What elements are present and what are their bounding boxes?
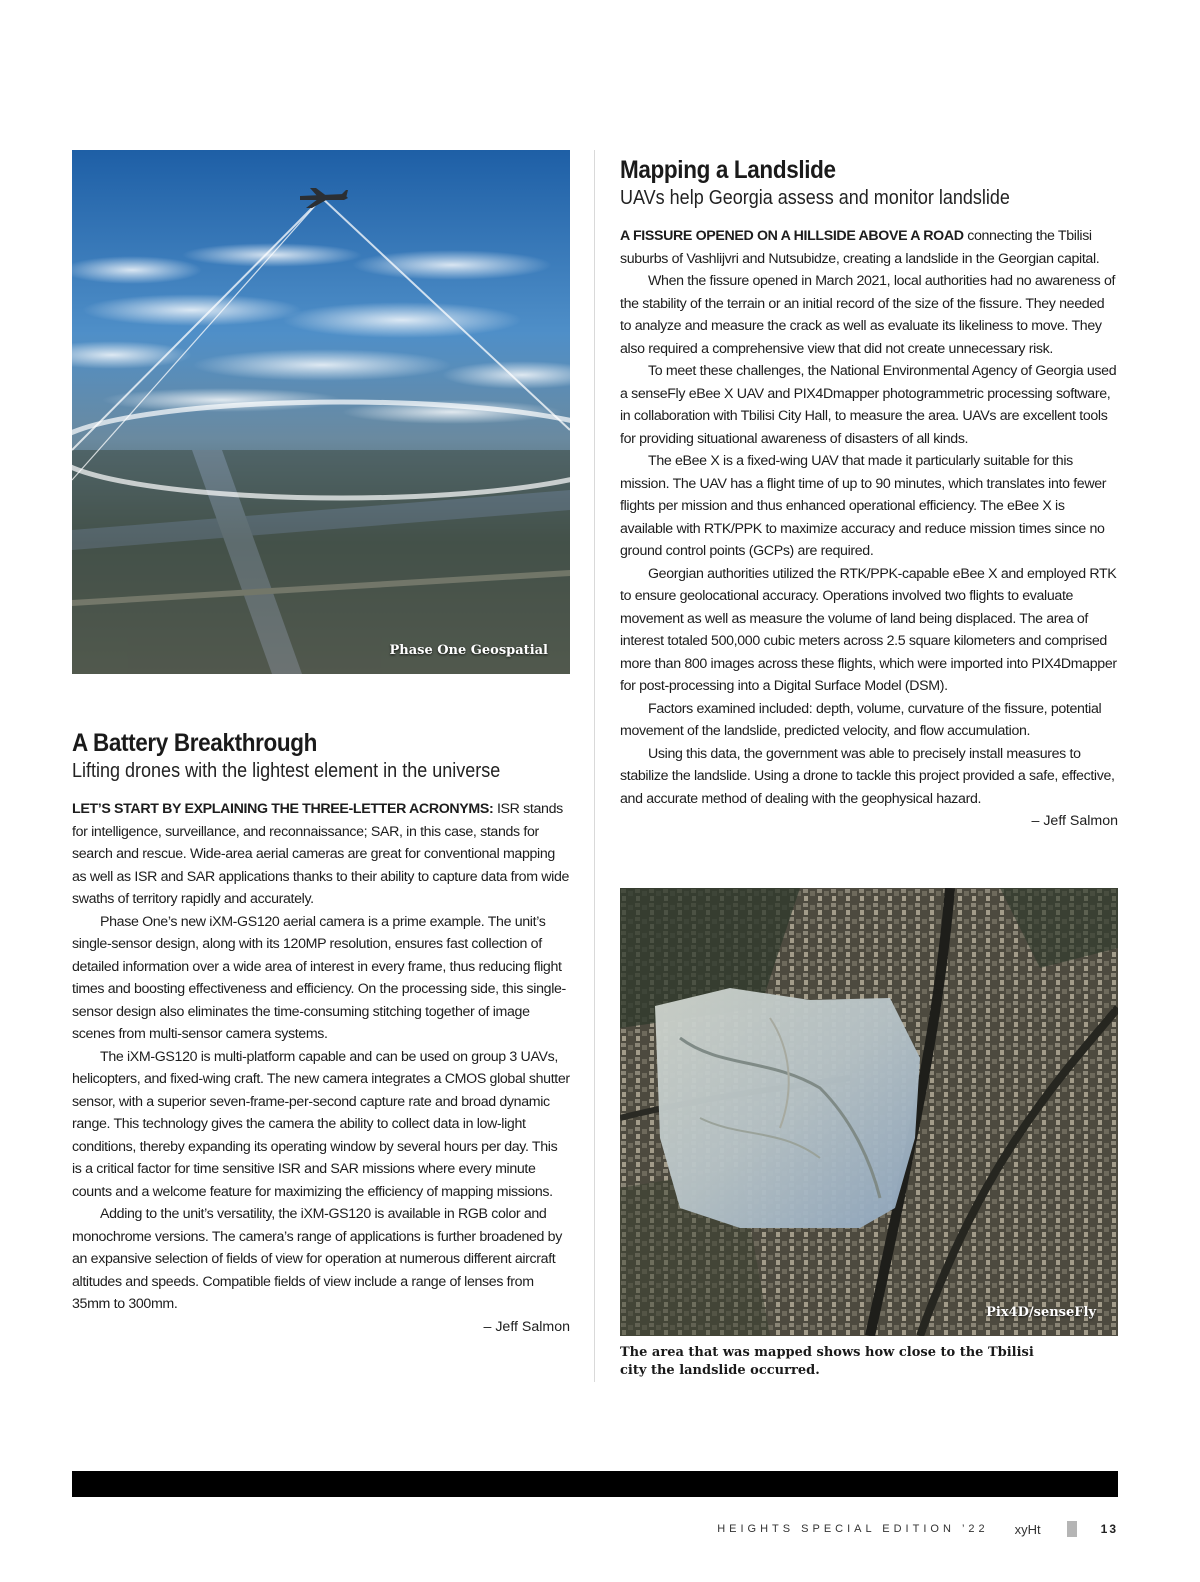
footer-bar: [72, 1471, 1118, 1497]
page-footer: [717, 1521, 1118, 1537]
paragraph: The eBee X is a fixed-wing UAV that made it particularly suitable for this mission. The UAV has a flight time of up to 90 minutes, which translates into fewer flights per mission and thus enhanced operational efficiency. The eBee X is available with RTK/PPK to maximize accuracy and reduce mission times since no ground control points (GCPs) are required.: [620, 453, 1107, 559]
paragraph: Georgian authorities utilized the RTK/PPK-capable eBee X and employed RTK to ensure geolocational accuracy. Operations involved two flights to evaluate movement as well as measure the volume of land being displaced. The area of interest totaled 500,000 cubic meters across 2.5 square kilometers and comprised more than 800 images across these flights, which were imported into PIX4Dmapper for post-processing into a Digital Surface Model (DSM).: [620, 565, 1117, 694]
column-divider: [594, 150, 595, 1382]
drone-aerial-photo: [72, 150, 570, 674]
paragraph: To meet these challenges, the National Environmental Agency of Georgia used a senseFly eBee X UAV and PIX4Dmapper photogrammetric processing software, in collaboration with Tbilisi City Hall, to measure the area. UAVs are excellent tools for providing situational awareness of disasters of all kinds.: [620, 363, 1117, 447]
subheadline: Lifting drones with the lightest element in the universe: [72, 760, 501, 782]
brand-logo: xyHt: [1014, 1521, 1041, 1537]
paragraph: Using this data, the government was able to precisely install measures to stabilize the landslide. Using a drone to tackle this project provided a safe, effective, and accurate method of dealing with the geophysical hazard.: [620, 745, 1115, 807]
page-number: 13: [1100, 1522, 1118, 1536]
paragraph: The iXM-GS120 is multi-platform capable and can be used on group 3 UAVs, helicopters, and fixed-wing craft. The new camera integrates a CMOS global shutter sensor, with a superior seven-frame-per-second capture rate and broad dynamic range. This technology gives the camera the ability to collect data in low-light conditions, thereby expanding its operating window by several hours per day. This is a critical factor for time sensitive ISR and SAR missions where every minute counts and a welcome feature for maximizing the efficiency of mapping missions.: [72, 1048, 570, 1200]
photo-credit: Pix4D/senseFly: [986, 1305, 1096, 1320]
paragraph: LET’S START BY EXPLAINING THE THREE-LETTER ACRONYMS: ISR stands for intelligence, surveillance, and reconnaissance; SAR, in this case, stands for search and rescue. Wide-area aerial cameras are great for conventional mapping as well as ISR and SAR applications thanks to their ability to capture data from wide swaths of territory rapidly and accurately.: [72, 801, 570, 907]
headline: A Battery Breakthrough: [72, 729, 318, 757]
paragraph: Factors examined included: depth, volume, curvature of the fissure, potential movement of the landslide, predicted velocity, and flow accumulation.: [620, 700, 1102, 739]
paragraph: A FISSURE OPENED ON A HILLSIDE ABOVE A ROAD connecting the Tbilisi suburbs of Vashlijvri and Nutsubidze, creating a landslide in the Georgian capital.: [620, 228, 1100, 267]
landslide-map-photo: [620, 888, 1118, 1336]
photo-caption: The area that was mapped shows how close to the Tbilisi city the landslide occurred.: [620, 1345, 1034, 1378]
drone-aerial-illustration: [72, 150, 570, 674]
satellite-map-illustration: [620, 888, 1118, 1336]
publication-title: HEIGHTS SPECIAL EDITION ’22: [717, 1523, 989, 1535]
byline: – Jeff Salmon: [1031, 813, 1118, 829]
mapped-area-overlay: [655, 988, 920, 1228]
paragraph: Adding to the unit’s versatility, the iXM-GS120 is available in RGB color and monochrome versions. The camera’s range of applications is further broadened by an expansive selection of fields of view for operation at numerous different aircraft altitudes and speeds. Compatible fields of view include a range of lenses from 35mm to 300mm.: [72, 1206, 562, 1312]
article-body: [72, 798, 570, 1316]
lead-in: LET’S START BY EXPLAINING THE THREE-LETTER ACRONYMS:: [72, 801, 494, 817]
subheadline: UAVs help Georgia assess and monitor landslide: [620, 187, 1010, 209]
folio-separator: [1067, 1521, 1077, 1537]
left-article: [72, 150, 570, 1338]
photo-credit: Phase One Geospatial: [389, 643, 548, 658]
article-battery: [72, 728, 570, 1338]
right-article: [620, 155, 1118, 1380]
headline: Mapping a Landslide: [620, 156, 836, 184]
lead-in: A FISSURE OPENED ON A HILLSIDE ABOVE A ROAD: [620, 228, 964, 244]
byline: – Jeff Salmon: [483, 1318, 570, 1335]
paragraph: When the fissure opened in March 2021, local authorities had no awareness of the stability of the terrain or an initial record of the size of the fissure. They needed to analyze and measure the crack as well as evaluate its likeliness to move. They also required a comprehensive view that did not create unnecessary risk.: [620, 273, 1116, 357]
article-body: [620, 225, 1118, 810]
paragraph: Phase One’s new iXM-GS120 aerial camera is a prime example. The unit’s single-sensor design, along with its 120MP resolution, ensures fast collection of detailed information over a wide area of interest in every frame, thus reducing flight times and boosting effectiveness and efficiency. On the processing side, this single-sensor design also eliminates the time-consuming stitching together of image scenes from multi-sensor camera systems.: [72, 913, 566, 1042]
